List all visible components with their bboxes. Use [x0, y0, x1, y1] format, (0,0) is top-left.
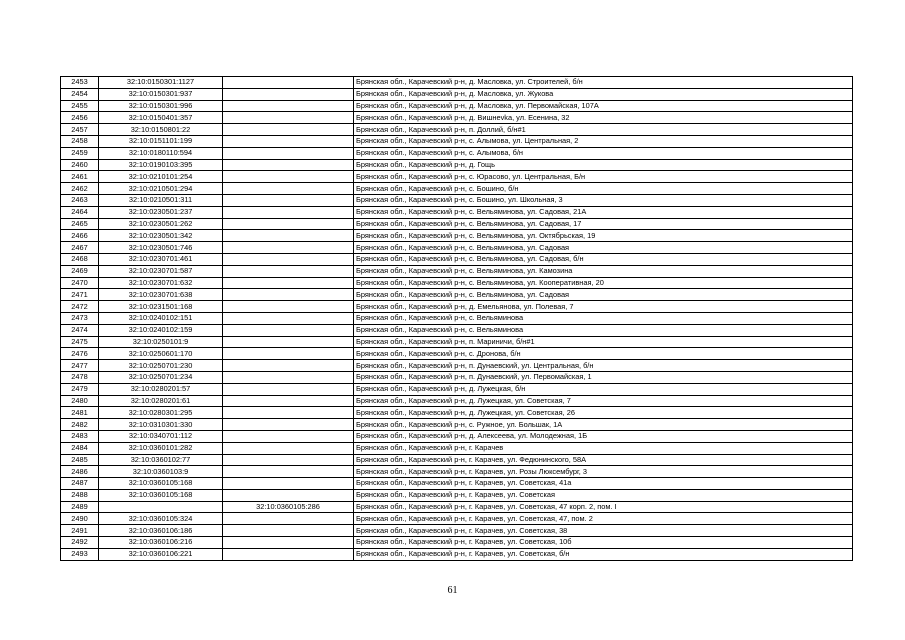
- table-row: [61, 206, 853, 218]
- row-number-cell: 2465: [61, 218, 99, 230]
- table-row: [61, 407, 853, 419]
- table-row: [61, 501, 853, 513]
- cadastral-number-secondary-cell: [223, 253, 354, 265]
- row-number-cell: 2486: [61, 466, 99, 478]
- cadastral-number-secondary-cell: [223, 525, 354, 537]
- cadastral-number-cell: 32:10:0250101:9: [99, 336, 223, 348]
- address-cell: Брянская обл., Карачевский р-н, д. Масловка, ул. Первомайская, 107А: [354, 100, 853, 112]
- cadastral-number-cell: 32:10:0231501:168: [99, 301, 223, 313]
- row-number-cell: 2459: [61, 147, 99, 159]
- cadastral-number-secondary-cell: [223, 218, 354, 230]
- address-cell: Брянская обл., Карачевский р-н, с. Ружное, ул. Большак, 1А: [354, 419, 853, 431]
- cadastral-number-cell: 32:10:0240102:159: [99, 324, 223, 336]
- address-cell: Брянская обл., Карачевский р-н, п. Дунаевский, ул. Центральная, б/н: [354, 360, 853, 372]
- row-number-cell: 2456: [61, 112, 99, 124]
- row-number-cell: 2474: [61, 324, 99, 336]
- cadastral-number-secondary-cell: [223, 454, 354, 466]
- cadastral-number-cell: 32:10:0240102:151: [99, 312, 223, 324]
- row-number-cell: 2481: [61, 407, 99, 419]
- row-number-cell: 2476: [61, 348, 99, 360]
- cadastral-number-secondary-cell: [223, 88, 354, 100]
- cadastral-number-cell: 32:10:0280301:295: [99, 407, 223, 419]
- table-row: [61, 430, 853, 442]
- address-cell: Брянская обл., Карачевский р-н, с. Вельяминова, ул. Садовая, 21А: [354, 206, 853, 218]
- cadastral-number-secondary-cell: [223, 230, 354, 242]
- table-row: [61, 454, 853, 466]
- cadastral-number-cell: 32:10:0250701:230: [99, 360, 223, 372]
- cadastral-number-secondary-cell: [223, 360, 354, 372]
- address-cell: Брянская обл., Карачевский р-н, г. Карачев, ул. Советская, 38: [354, 525, 853, 537]
- table-row: [61, 253, 853, 265]
- cadastral-number-secondary-cell: [223, 100, 354, 112]
- cadastral-number-cell: 32:10:0230501:746: [99, 242, 223, 254]
- cadastral-number-secondary-cell: [223, 171, 354, 183]
- cadastral-number-cell: 32:10:0210501:311: [99, 194, 223, 206]
- cadastral-number-cell: 32:10:0280201:61: [99, 395, 223, 407]
- address-cell: Брянская обл., Карачевский р-н, д. Лужецкая, б/н: [354, 383, 853, 395]
- row-number-cell: 2458: [61, 135, 99, 147]
- cadastral-number-secondary-cell: [223, 371, 354, 383]
- address-cell: Брянская обл., Карачевский р-н, г. Карачев, ул. Розы Люксембург, 3: [354, 466, 853, 478]
- table-row: [61, 100, 853, 112]
- cadastral-number-secondary-cell: [223, 183, 354, 195]
- table-row: [61, 159, 853, 171]
- table-row: [61, 371, 853, 383]
- row-number-cell: 2491: [61, 525, 99, 537]
- table-row: [61, 419, 853, 431]
- address-cell: Брянская обл., Карачевский р-н, с. Бошино, ул. Школьная, 3: [354, 194, 853, 206]
- table-row: [61, 466, 853, 478]
- cadastral-number-secondary-cell: [223, 289, 354, 301]
- cadastral-number-secondary-cell: [223, 77, 354, 89]
- table-row: [61, 395, 853, 407]
- table-row: [61, 548, 853, 560]
- row-number-cell: 2453: [61, 77, 99, 89]
- address-cell: Брянская обл., Карачевский р-н, п. Дунаевский, ул. Первомайская, 1: [354, 371, 853, 383]
- address-cell: Брянская обл., Карачевский р-н, с. Алымова, б/н: [354, 147, 853, 159]
- cadastral-number-secondary-cell: [223, 489, 354, 501]
- cadastral-number-cell: 32:10:0150801:22: [99, 124, 223, 136]
- cadastral-number-secondary-cell: [223, 324, 354, 336]
- table-row: [61, 265, 853, 277]
- cadastral-number-cell: 32:10:0360105:168: [99, 478, 223, 490]
- cadastral-number-secondary-cell: [223, 430, 354, 442]
- table-row: [61, 88, 853, 100]
- cadastral-number-cell: 32:10:0150401:357: [99, 112, 223, 124]
- address-cell: Брянская обл., Карачевский р-н, г. Карачев, ул. Советская, 47, пом. 2: [354, 513, 853, 525]
- address-cell: Брянская обл., Карачевский р-н, д. Емельянова, ул. Полевая, 7: [354, 301, 853, 313]
- address-cell: Брянская обл., Карачевский р-н, с. Дронова, б/н: [354, 348, 853, 360]
- cadastral-number-cell: 32:10:0340701:112: [99, 430, 223, 442]
- address-cell: Брянская обл., Карачевский р-н, с. Бошино, б/н: [354, 183, 853, 195]
- table-row: [61, 171, 853, 183]
- cadastral-number-cell: 32:10:0360102:77: [99, 454, 223, 466]
- cadastral-number-cell: 32:10:0230501:237: [99, 206, 223, 218]
- address-cell: Брянская обл., Карачевский р-н, с. Вельяминова, ул. Октябрьская, 19: [354, 230, 853, 242]
- cadastral-number-cell: 32:10:0360105:168: [99, 489, 223, 501]
- table-row: [61, 230, 853, 242]
- address-cell: Брянская обл., Карачевский р-н, с. Вельяминова: [354, 312, 853, 324]
- table-row: [61, 525, 853, 537]
- cadastral-number-secondary-cell: [223, 383, 354, 395]
- table-row: [61, 124, 853, 136]
- row-number-cell: 2489: [61, 501, 99, 513]
- address-cell: Брянская обл., Карачевский р-н, г. Карачев, ул. Федюнинского, 58А: [354, 454, 853, 466]
- address-cell: Брянская обл., Карачевский р-н, с. Вельяминова, ул. Садовая: [354, 242, 853, 254]
- row-number-cell: 2477: [61, 360, 99, 372]
- cadastral-number-cell: 32:10:0310301:330: [99, 419, 223, 431]
- address-cell: Брянская обл., Карачевский р-н, с. Вельяминова: [354, 324, 853, 336]
- table-row: [61, 489, 853, 501]
- row-number-cell: 2488: [61, 489, 99, 501]
- address-cell: Брянская обл., Карачевский р-н, г. Карачев, ул. Советская, 10б: [354, 537, 853, 549]
- cadastral-number-cell: 32:10:0230701:632: [99, 277, 223, 289]
- address-cell: Брянская обл., Карачевский р-н, д. Лужецкая, ул. Советская, 7: [354, 395, 853, 407]
- cadastral-number-secondary-cell: [223, 159, 354, 171]
- table-row: [61, 147, 853, 159]
- cadastral-number-cell: 32:10:0190103:395: [99, 159, 223, 171]
- cadastral-number-cell: 32:10:0360106:216: [99, 537, 223, 549]
- cadastral-number-cell: 32:10:0230701:461: [99, 253, 223, 265]
- cadastral-number-secondary-cell: [223, 548, 354, 560]
- table-row: [61, 348, 853, 360]
- cadastral-number-secondary-cell: [223, 537, 354, 549]
- row-number-cell: 2490: [61, 513, 99, 525]
- row-number-cell: 2478: [61, 371, 99, 383]
- table-row: [61, 289, 853, 301]
- cadastral-number-cell: 32:10:0150301:937: [99, 88, 223, 100]
- cadastral-number-secondary-cell: [223, 277, 354, 289]
- row-number-cell: 2468: [61, 253, 99, 265]
- cadastral-number-secondary-cell: [223, 265, 354, 277]
- table-row: [61, 442, 853, 454]
- cadastral-number-secondary-cell: [223, 147, 354, 159]
- row-number-cell: 2464: [61, 206, 99, 218]
- cadastral-number-secondary-cell: [223, 419, 354, 431]
- row-number-cell: 2482: [61, 419, 99, 431]
- cadastral-number-secondary-cell: [223, 407, 354, 419]
- table-row: [61, 194, 853, 206]
- address-cell: Брянская обл., Карачевский р-н, г. Карачев: [354, 442, 853, 454]
- cadastral-number-cell: 32:10:0210101:254: [99, 171, 223, 183]
- row-number-cell: 2454: [61, 88, 99, 100]
- table-row: [61, 183, 853, 195]
- row-number-cell: 2463: [61, 194, 99, 206]
- row-number-cell: 2484: [61, 442, 99, 454]
- table-row: [61, 336, 853, 348]
- cadastral-number-cell: 32:10:0250701:234: [99, 371, 223, 383]
- cadastral-number-secondary-cell: 32:10:0360105:286: [223, 501, 354, 513]
- table-row: [61, 324, 853, 336]
- address-cell: Брянская обл., Карачевский р-н, с. Вельяминова, ул. Садовая, 17: [354, 218, 853, 230]
- row-number-cell: 2460: [61, 159, 99, 171]
- row-number-cell: 2462: [61, 183, 99, 195]
- cadastral-number-secondary-cell: [223, 442, 354, 454]
- address-cell: Брянская обл., Карачевский р-н, д. Масловка, ул. Жукова: [354, 88, 853, 100]
- row-number-cell: 2475: [61, 336, 99, 348]
- address-cell: Брянская обл., Карачевский р-н, д. Вишнevka, ул. Есенина, 32: [354, 112, 853, 124]
- address-cell: Брянская обл., Карачевский р-н, д. Алексеева, ул. Молодежная, 1Б: [354, 430, 853, 442]
- cadastral-number-secondary-cell: [223, 194, 354, 206]
- cadastral-number-secondary-cell: [223, 124, 354, 136]
- address-cell: Брянская обл., Карачевский р-н, с. Алымова, ул. Центральная, 2: [354, 135, 853, 147]
- cadastral-number-cell: 32:10:0360103:9: [99, 466, 223, 478]
- row-number-cell: 2471: [61, 289, 99, 301]
- address-cell: Брянская обл., Карачевский р-н, п. Мариничи, б/н#1: [354, 336, 853, 348]
- table-row: [61, 218, 853, 230]
- cadastral-number-cell: 32:10:0230501:262: [99, 218, 223, 230]
- address-cell: Брянская обл., Карачевский р-н, с. Вельяминова, ул. Кооперативная, 20: [354, 277, 853, 289]
- address-cell: Брянская обл., Карачевский р-н, д. Лужецкая, ул. Советская, 26: [354, 407, 853, 419]
- cadastral-number-cell: 32:10:0360106:221: [99, 548, 223, 560]
- cadastral-number-cell: 32:10:0150301:1127: [99, 77, 223, 89]
- cadastral-number-cell: 32:10:0230701:587: [99, 265, 223, 277]
- cadastral-number-cell: [99, 501, 223, 513]
- table-row: [61, 301, 853, 313]
- address-cell: Брянская обл., Карачевский р-н, г. Карачев, ул. Советская, б/н: [354, 548, 853, 560]
- table-row: [61, 312, 853, 324]
- cadastral-number-cell: 32:10:0210501:294: [99, 183, 223, 195]
- cadastral-number-secondary-cell: [223, 301, 354, 313]
- page-number: 61: [447, 585, 458, 596]
- cadastral-number-cell: 32:10:0250601:170: [99, 348, 223, 360]
- address-cell: Брянская обл., Карачевский р-н, д. Гощь: [354, 159, 853, 171]
- table-row: [61, 513, 853, 525]
- address-cell: Брянская обл., Карачевский р-н, п. Доллий, б/н#1: [354, 124, 853, 136]
- cadastral-number-secondary-cell: [223, 513, 354, 525]
- cadastral-number-secondary-cell: [223, 348, 354, 360]
- cadastral-number-cell: 32:10:0151101:199: [99, 135, 223, 147]
- cadastral-number-secondary-cell: [223, 312, 354, 324]
- address-cell: Брянская обл., Карачевский р-н, д. Масловка, ул. Строителей, б/н: [354, 77, 853, 89]
- address-cell: Брянская обл., Карачевский р-н, г. Карачев, ул. Советская, 41а: [354, 478, 853, 490]
- table-row: [61, 112, 853, 124]
- cadastral-number-cell: 32:10:0150301:996: [99, 100, 223, 112]
- cadastral-number-secondary-cell: [223, 395, 354, 407]
- row-number-cell: 2493: [61, 548, 99, 560]
- cadastral-number-cell: 32:10:0230701:638: [99, 289, 223, 301]
- cadastral-number-cell: 32:10:0180110:594: [99, 147, 223, 159]
- address-cell: Брянская обл., Карачевский р-н, с. Вельяминова, ул. Садовая: [354, 289, 853, 301]
- table-row: [61, 77, 853, 89]
- cadastral-number-secondary-cell: [223, 466, 354, 478]
- table-row: [61, 383, 853, 395]
- row-number-cell: 2467: [61, 242, 99, 254]
- row-number-cell: 2466: [61, 230, 99, 242]
- address-cell: Брянская обл., Карачевский р-н, г. Карачев, ул. Советская, 47 корп. 2, пом. I: [354, 501, 853, 513]
- table-row: [61, 478, 853, 490]
- cadastral-number-cell: 32:10:0360106:186: [99, 525, 223, 537]
- cadastral-number-cell: 32:10:0280201:57: [99, 383, 223, 395]
- row-number-cell: 2469: [61, 265, 99, 277]
- row-number-cell: 2492: [61, 537, 99, 549]
- row-number-cell: 2457: [61, 124, 99, 136]
- table-row: [61, 277, 853, 289]
- row-number-cell: 2483: [61, 430, 99, 442]
- row-number-cell: 2479: [61, 383, 99, 395]
- row-number-cell: 2473: [61, 312, 99, 324]
- cadastral-number-secondary-cell: [223, 135, 354, 147]
- address-cell: Брянская обл., Карачевский р-н, г. Карачев, ул. Советская: [354, 489, 853, 501]
- cadastral-number-cell: 32:10:0360105:324: [99, 513, 223, 525]
- table-row: [61, 135, 853, 147]
- row-number-cell: 2470: [61, 277, 99, 289]
- cadastral-number-secondary-cell: [223, 478, 354, 490]
- row-number-cell: 2455: [61, 100, 99, 112]
- address-cell: Брянская обл., Карачевский р-н, с. Юрасово, ул. Центральная, Б/н: [354, 171, 853, 183]
- register-table-body: [61, 77, 853, 561]
- address-cell: Брянская обл., Карачевский р-н, с. Вельяминова, ул. Камозина: [354, 265, 853, 277]
- row-number-cell: 2487: [61, 478, 99, 490]
- cadastral-number-cell: 32:10:0230501:342: [99, 230, 223, 242]
- address-cell: Брянская обл., Карачевский р-н, с. Вельяминова, ул. Садовая, б/н: [354, 253, 853, 265]
- cadastral-number-secondary-cell: [223, 206, 354, 218]
- row-number-cell: 2485: [61, 454, 99, 466]
- row-number-cell: 2472: [61, 301, 99, 313]
- cadastral-number-secondary-cell: [223, 242, 354, 254]
- row-number-cell: 2480: [61, 395, 99, 407]
- row-number-cell: 2461: [61, 171, 99, 183]
- cadastral-number-secondary-cell: [223, 112, 354, 124]
- table-row: [61, 242, 853, 254]
- cadastral-number-secondary-cell: [223, 336, 354, 348]
- register-table: [60, 76, 853, 561]
- cadastral-number-cell: 32:10:0360101:282: [99, 442, 223, 454]
- table-row: [61, 360, 853, 372]
- table-row: [61, 537, 853, 549]
